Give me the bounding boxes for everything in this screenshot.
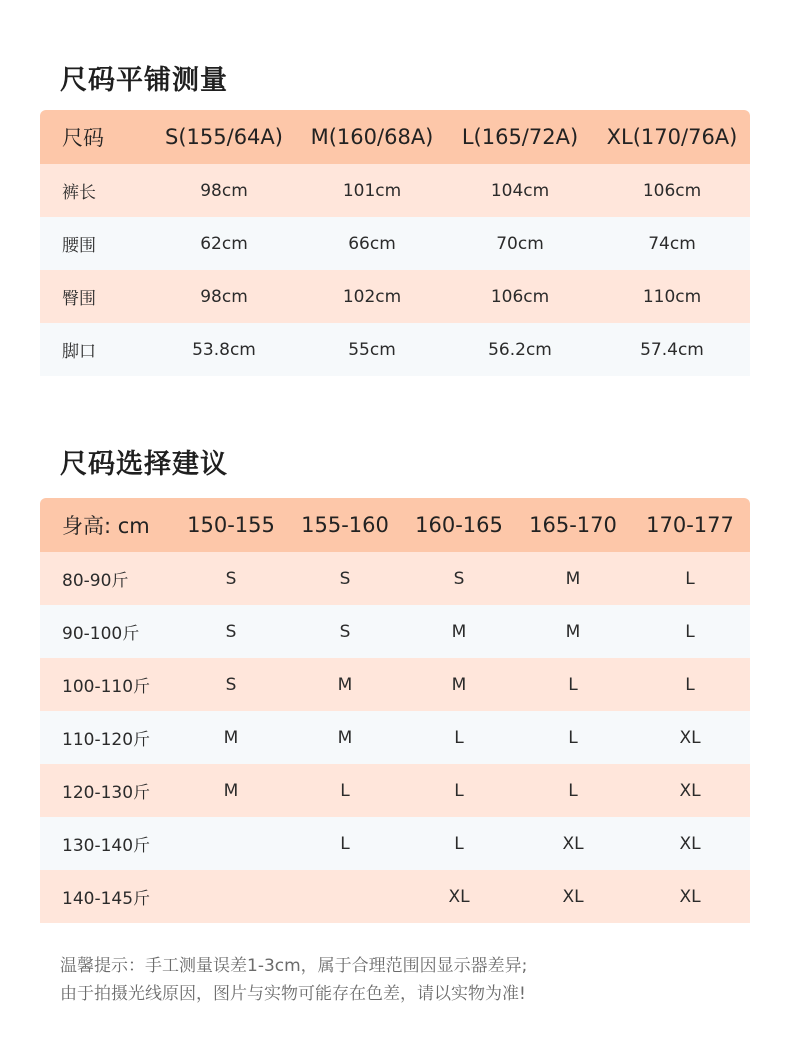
table-cell: XL xyxy=(679,886,701,907)
row-label: 90-100斤 xyxy=(62,624,140,644)
row-label: 臀围 xyxy=(62,289,96,309)
header-cell: 170-177 xyxy=(646,513,734,537)
table-cell: S xyxy=(225,568,237,589)
table-cell: L xyxy=(454,780,464,801)
advice-header-row xyxy=(40,498,750,552)
table-cell: M xyxy=(451,621,467,642)
table-row xyxy=(40,323,750,376)
size-measure-table xyxy=(40,110,750,376)
row-label: 80-90斤 xyxy=(62,571,129,591)
table-row xyxy=(40,164,750,217)
table-cell xyxy=(288,870,402,923)
table-cell: L xyxy=(568,727,578,748)
table-cell: L xyxy=(454,727,464,748)
table-cell: XL xyxy=(679,780,701,801)
table-cell: L xyxy=(685,621,695,642)
table-cell: 55cm xyxy=(348,339,396,360)
table-cell: 74cm xyxy=(648,233,696,254)
table-cell: L xyxy=(685,674,695,695)
row-label: 脚口 xyxy=(62,342,96,362)
table-cell xyxy=(174,817,288,870)
table-row xyxy=(40,605,750,658)
table-cell xyxy=(174,870,288,923)
table-cell: M xyxy=(223,780,239,801)
tips-line-2: 由于拍摄光线原因，图片与实物可能存在色差，请以实物为准! xyxy=(60,984,526,1004)
table-cell: S xyxy=(453,568,465,589)
table-cell: 104cm xyxy=(490,180,550,201)
header-cell: XL(170/76A) xyxy=(606,125,738,149)
table-cell: 62cm xyxy=(200,233,248,254)
tips-line-1: 温馨提示：手工测量误差1-3cm，属于合理范围因显示器差异; xyxy=(60,956,528,976)
header-cell: 身高: cm xyxy=(62,514,150,538)
table-row xyxy=(40,764,750,817)
table-cell: M xyxy=(451,674,467,695)
row-label: 130-140斤 xyxy=(62,836,151,856)
table-row xyxy=(40,217,750,270)
table-cell: 102cm xyxy=(342,286,402,307)
table-cell: M xyxy=(337,727,353,748)
table-cell: XL xyxy=(679,727,701,748)
table-cell: S xyxy=(225,621,237,642)
header-cell: 尺码 xyxy=(62,126,104,150)
table-row xyxy=(40,552,750,605)
table-cell: L xyxy=(340,780,350,801)
table-cell: 101cm xyxy=(342,180,402,201)
table-cell: 98cm xyxy=(200,286,248,307)
header-cell: 160-165 xyxy=(415,513,503,537)
header-cell: M(160/68A) xyxy=(310,125,434,149)
row-label: 140-145斤 xyxy=(62,889,151,909)
table-row xyxy=(40,658,750,711)
table-cell: L xyxy=(685,568,695,589)
table-cell: M xyxy=(337,674,353,695)
header-cell: L(165/72A) xyxy=(461,125,579,149)
table-cell: S xyxy=(339,568,351,589)
table-cell: 53.8cm xyxy=(192,339,256,360)
table-cell: 106cm xyxy=(490,286,550,307)
table-cell: XL xyxy=(562,886,584,907)
table-cell: M xyxy=(223,727,239,748)
table-cell: 106cm xyxy=(642,180,702,201)
advice-title: 尺码选择建议 xyxy=(60,449,228,480)
table-cell: 110cm xyxy=(642,286,702,307)
table-cell: XL xyxy=(562,833,584,854)
table-cell: 56.2cm xyxy=(488,339,552,360)
table-cell: 66cm xyxy=(348,233,396,254)
tips-note xyxy=(60,952,527,1008)
table-row xyxy=(40,870,750,923)
header-cell: 155-160 xyxy=(301,513,389,537)
row-label: 110-120斤 xyxy=(62,730,151,750)
header-cell: 165-170 xyxy=(529,513,617,537)
measure-title: 尺码平铺测量 xyxy=(60,65,228,96)
table-cell: M xyxy=(565,621,581,642)
row-label: 120-130斤 xyxy=(62,783,151,803)
table-cell: L xyxy=(568,780,578,801)
table-cell: M xyxy=(565,568,581,589)
table-cell: L xyxy=(454,833,464,854)
table-cell: L xyxy=(568,674,578,695)
row-label: 腰围 xyxy=(62,236,96,256)
size-advice-table xyxy=(40,498,750,923)
table-cell: S xyxy=(225,674,237,695)
table-cell: 57.4cm xyxy=(640,339,704,360)
table-cell: XL xyxy=(448,886,470,907)
table-row xyxy=(40,711,750,764)
header-cell: S(155/64A) xyxy=(165,125,283,149)
row-label: 裤长 xyxy=(62,183,96,203)
table-cell: 70cm xyxy=(496,233,544,254)
header-cell: 150-155 xyxy=(187,513,275,537)
table-cell: S xyxy=(339,621,351,642)
table-cell: L xyxy=(340,833,350,854)
row-label: 100-110斤 xyxy=(62,677,151,697)
table-row xyxy=(40,817,750,870)
measure-header-row xyxy=(40,110,750,164)
table-row xyxy=(40,270,750,323)
table-cell: 98cm xyxy=(200,180,248,201)
table-cell: XL xyxy=(679,833,701,854)
